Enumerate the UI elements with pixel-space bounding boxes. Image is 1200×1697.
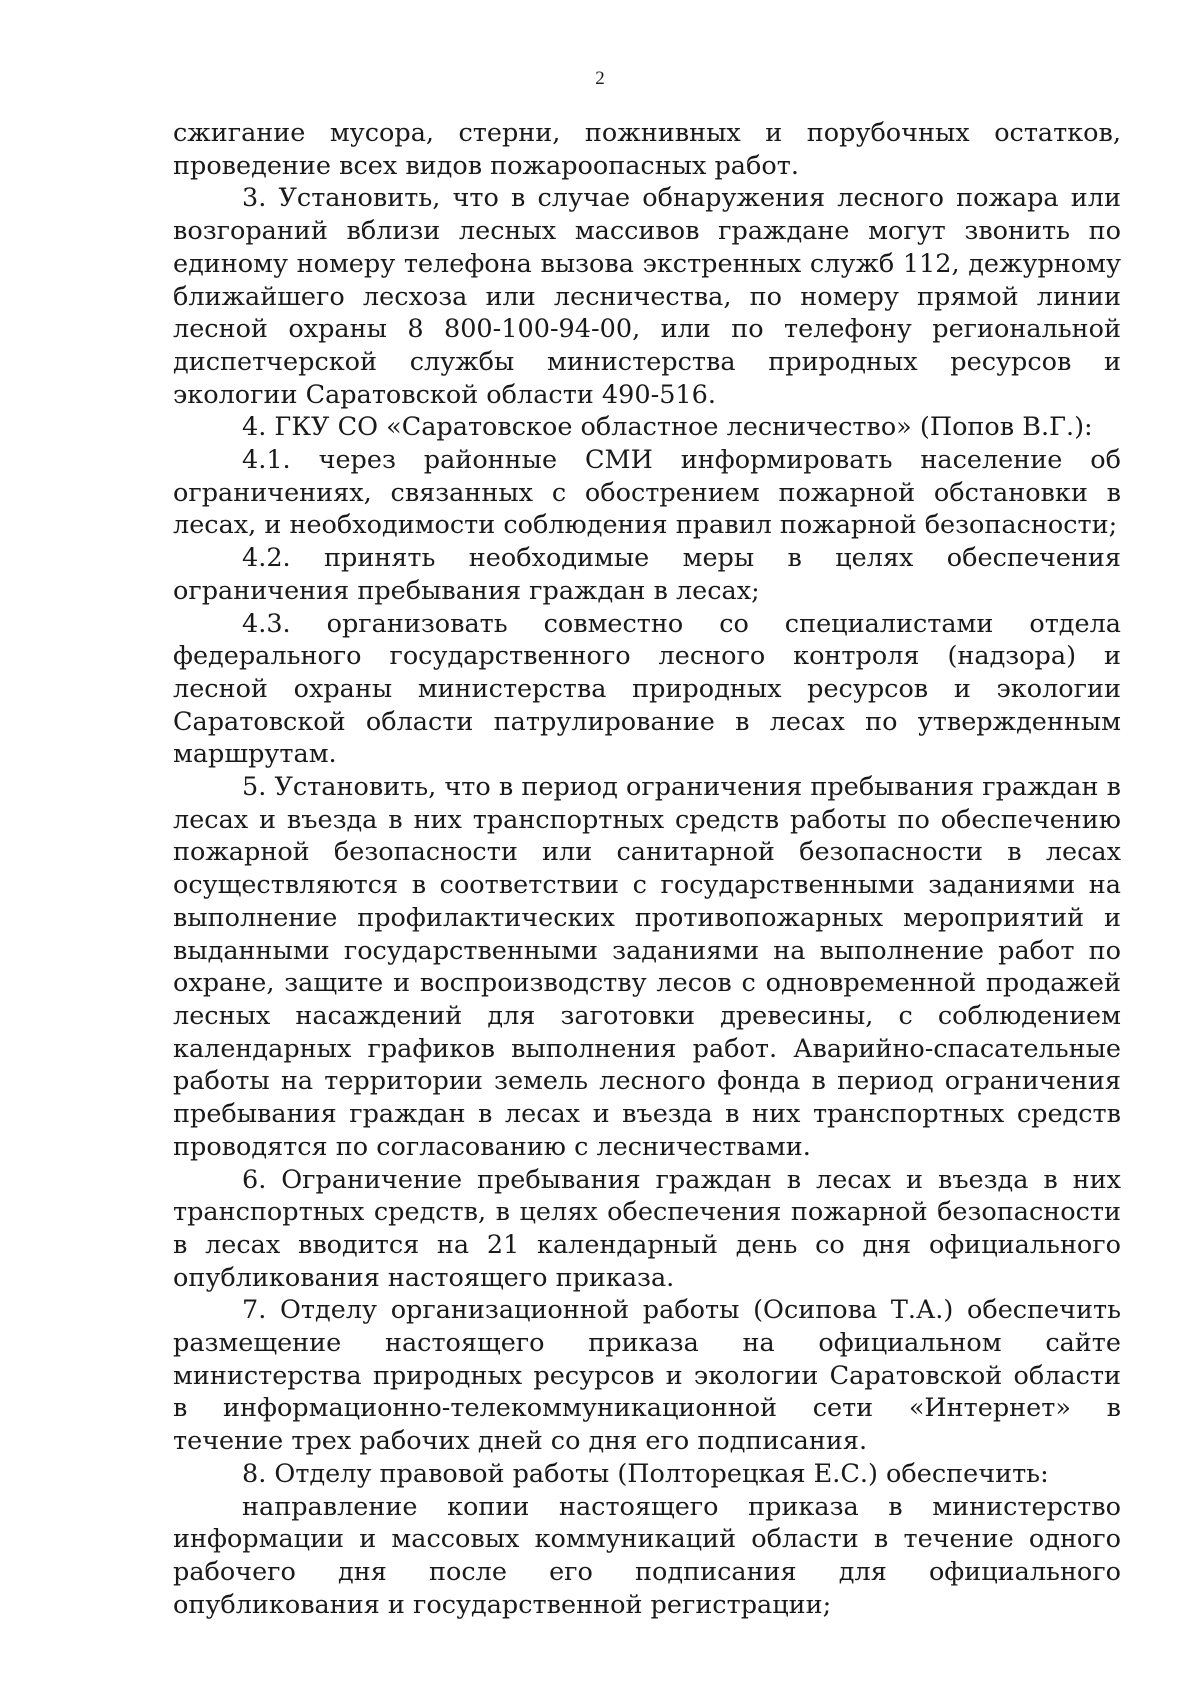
paragraph-item-8-subitem: направление копии настоящего приказа в министерство информации и массовых коммуникаций области в течение одного рабочего дня после его подписания для официального опубликования и государственной регистрации; [173,1491,1121,1620]
paragraph-item-8: 8. Отделу правовой работы (Полторецкая Е.С.) обеспечить: [242,1458,1049,1489]
paragraph-item-4: 4. ГКУ СО «Саратовское областное лесничество» (Попов В.Г.): [242,412,1093,443]
paragraph-item-3: 3. Установить, что в случае обнаружения лесного пожара или возгораний вблизи лесных массивов граждане могут звонить по единому номеру телефона вызова экстренных служб 112, дежурному ближайшего лесхоза или лесничества, по номеру прямой линии лесной охраны 8 800-100-94-00, или по телефону региональной диспетчерской службы министерства природных ресурсов и экологии Саратовской области 490-516. [173,183,1121,410]
paragraph-item-6: 6. Ограничение пребывания граждан в лесах и въезда в них транспортных средств, в целях обеспечения пожарной безопасности в лесах вводится на 21 календарный день со дня официального опубликования настоящего приказа. [173,1164,1121,1293]
paragraph-item-7: 7. Отделу организационной работы (Осипова Т.А.) обеспечить размещение настоящего приказа на официальном сайте министерства природных ресурсов и экологии Саратовской области в информационно-телекоммуникационной сети «Интернет» в течение трех рабочих дней со дня его подписания. [173,1295,1121,1457]
page-number: 2 [595,68,605,89]
paragraph-item-4-3: 4.3. организовать совместно со специалистами отдела федерального государственного лесного контроля (надзора) и лесной охраны министерства природных ресурсов и экологии Саратовской области патрулирование в лесах по утвержденным маршрутам. [173,608,1121,770]
paragraph-item-4-2: 4.2. принять необходимые меры в целях обеспечения ограничения пребывания граждан в лесах; [173,543,1121,606]
paragraph-item-4-1: 4.1. через районные СМИ информировать население об ограничениях, связанных с обострением пожарной обстановки в лесах, и необходимости соблюдения правил пожарной безопасности; [173,445,1121,541]
paragraph-item-5: 5. Установить, что в период ограничения пребывания граждан в лесах и въезда в них транспортных средств работы по обеспечению пожарной безопасности или санитарной безопасности в лесах осуществляются в соответствии с государственными заданиями на выполнение профилактических противопожарных мероприятий и выданными государственными заданиями на выполнение работ по охране, защите и воспроизводству лесов с одновременной продажей лесных насаждений для заготовки древесины, с соблюдением календарных графиков выполнения работ. Аварийно-спасательные работы на территории земель лесного фонда в период ограничения пребывания граждан в лесах и въезда в них транспортных средств проводятся по согласованию с лесничествами. [173,772,1121,1162]
document-body [173,117,1121,1621]
paragraph-continuation: сжигание мусора, стерни, пожнивных и порубочных остатков, проведение всех видов пожароопасных работ. [173,118,1121,181]
